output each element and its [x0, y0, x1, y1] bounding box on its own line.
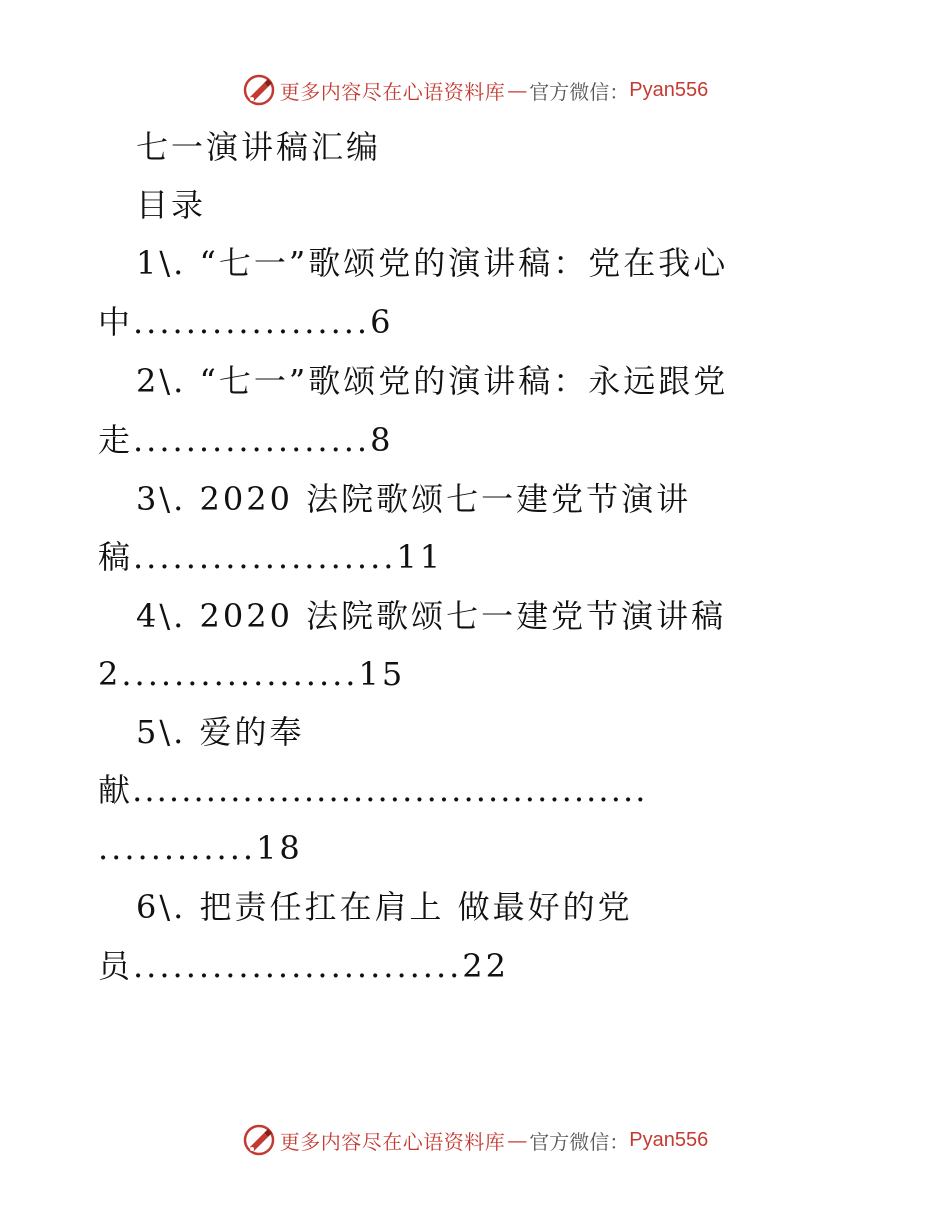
toc-entry-3-title: 3\. 2020 法院歌颂七一建党节演讲	[136, 480, 692, 518]
banner-text: 更多内容尽在心语资料库	[279, 79, 506, 104]
document-title: 七一演讲稿汇编	[136, 128, 382, 166]
toc-entry-5-leader: 献..........................................	[98, 771, 648, 809]
toc-entry-6-title: 6\. 把责任扛在肩上 做最好的党	[136, 888, 633, 926]
toc-entry-3-page: 稿....................11	[98, 538, 444, 576]
wechat-label: 官方微信：	[529, 1129, 630, 1154]
toc-entry-5-page: ............18	[98, 829, 303, 867]
pen-logo-icon	[242, 1123, 276, 1157]
toc-entry-1-page: 中..................6	[98, 303, 394, 341]
wechat-id: Pyan556	[629, 78, 709, 101]
banner-dash: —	[507, 78, 528, 102]
toc-entry-6-page: 员.........................22	[98, 947, 510, 985]
pen-logo-icon	[242, 73, 276, 107]
toc-entry-2-page: 走..................8	[98, 421, 394, 459]
wechat-label: 官方微信：	[529, 79, 630, 104]
toc-entry-4-page: 2..................15	[98, 655, 406, 693]
header-banner	[0, 70, 950, 110]
banner-text: 更多内容尽在心语资料库	[279, 1129, 506, 1154]
toc-entry-2-title: 2\. “七一”歌颂党的演讲稿：永远跟党	[136, 362, 729, 400]
toc-entry-1-title: 1\. “七一”歌颂党的演讲稿：党在我心	[136, 244, 729, 282]
banner-dash: —	[507, 1128, 528, 1152]
footer-banner	[0, 1120, 950, 1160]
toc-heading: 目录	[136, 186, 207, 224]
toc-entry-5-title: 5\. 爱的奉	[136, 713, 305, 751]
wechat-id: Pyan556	[629, 1128, 709, 1151]
toc-entry-4-title: 4\. 2020 法院歌颂七一建党节演讲稿	[136, 597, 727, 635]
